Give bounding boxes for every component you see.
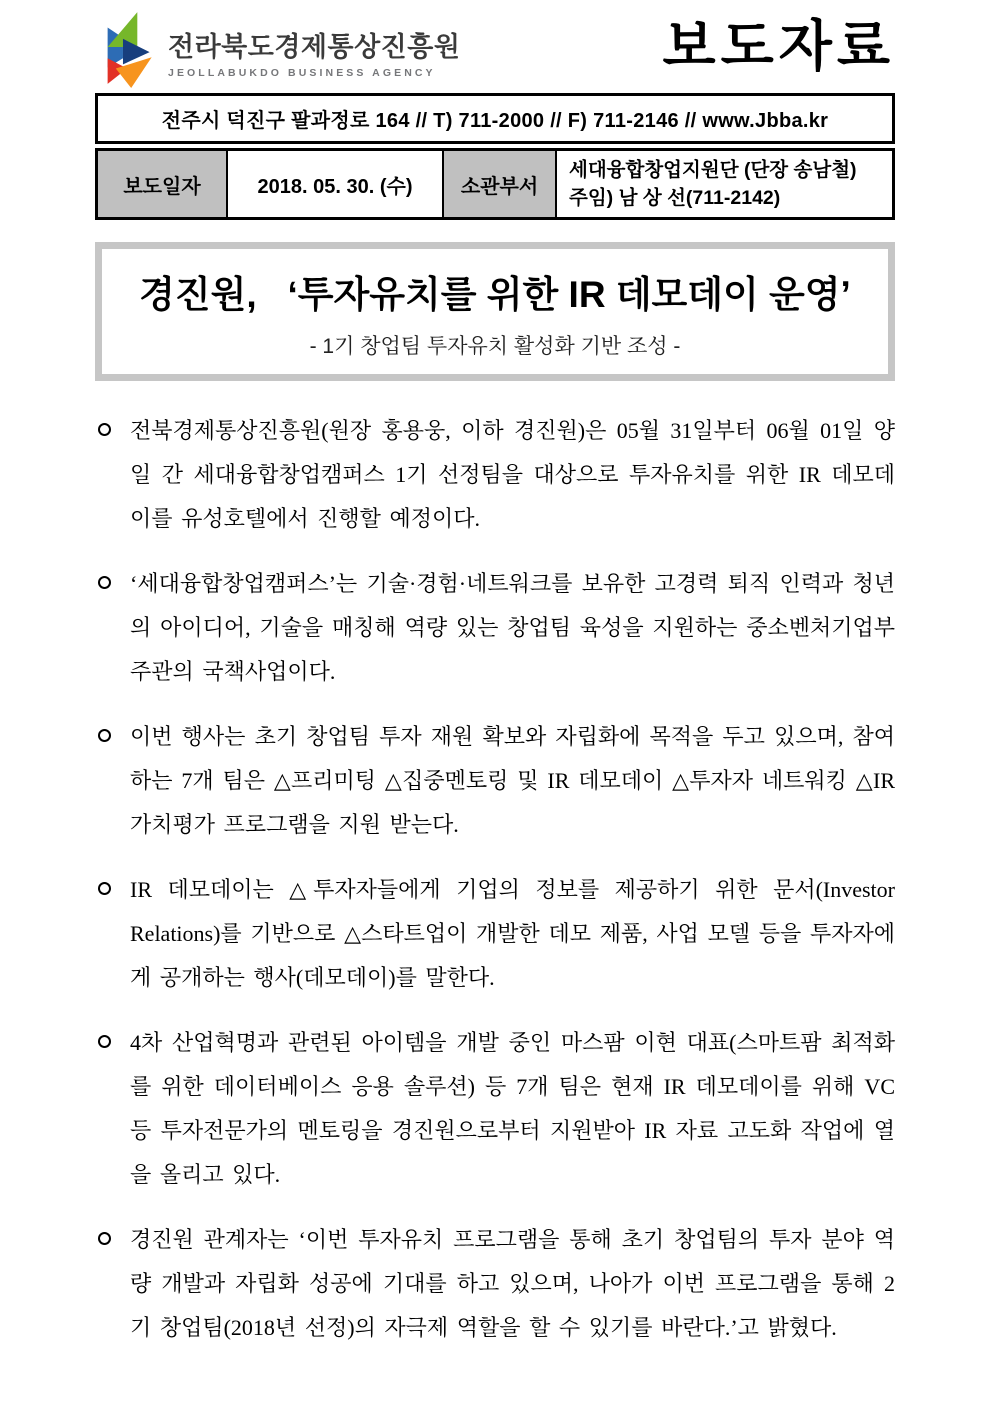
paragraph-4 xyxy=(95,868,895,1000)
press-title: 경진원, ‘투자유치를 위한 IR 데모데이 운영’ xyxy=(139,274,851,315)
agency-name-english: JEOLLABUKDO BUSINESS AGENCY xyxy=(168,67,436,79)
agency-name-korean: 전라북도경제통상진흥원 xyxy=(168,32,461,62)
department-label: 소관부서 xyxy=(444,151,557,217)
circle-bullet-icon xyxy=(98,882,111,895)
title-box xyxy=(95,242,895,381)
agency-brand xyxy=(87,5,460,89)
circle-bullet-icon xyxy=(98,423,111,436)
release-date-label: 보도일자 xyxy=(98,151,228,217)
document-type-title: 보도자료 xyxy=(662,15,895,77)
paragraph-1 xyxy=(95,409,895,541)
circle-bullet-icon xyxy=(98,729,111,742)
paragraph-2 xyxy=(95,562,895,694)
paragraph-text: IR 데모데이는 △투자자들에게 기업의 정보를 제공하기 위한 문서(Investor Relations)를 기반으로 △스타트업이 개발한 데모 제품, 사업 모델 등을 투자자에게 공개하는 행사(데모데이)를 말한다. xyxy=(130,877,895,990)
logo-shape-orange xyxy=(116,57,152,88)
contact-text: 전주시 덕진구 팔과정로 164 // T) 711-2000 // F) 711-2146 // www.Jbba.kr xyxy=(161,110,829,132)
paragraph-5 xyxy=(95,1021,895,1197)
paragraph-text: 경진원 관계자는 ‘이번 투자유치 프로그램을 통해 초기 창업팀의 투자 분야 역량 개발과 자립화 성공에 기대를 하고 있으며, 나아가 이번 프로그램을 통해 2기 창업팀(2018년 선정)의 자극제 역할을 할 수 있기를 바란다.’고 밝혔다. xyxy=(130,1227,895,1340)
circle-bullet-icon xyxy=(98,1232,111,1245)
department-line-2: 주임) 남 상 선(711-2142) xyxy=(569,187,781,209)
paragraph-text: 4차 산업혁명과 관련된 아이템을 개발 중인 마스팜 이현 대표(스마트팜 최적화를 위한 데이터베이스 응용 솔루션) 등 7개 팀은 현재 IR 데모데이를 위해 VC 등 투자전문가의 멘토링을 경진원으로부터 지원받아 IR 자료 고도화 작업에 열을 올리고 있다. xyxy=(130,1030,895,1187)
release-date-value: 2018. 05. 30. (수) xyxy=(228,151,444,217)
press-body xyxy=(95,409,895,1350)
circle-bullet-icon xyxy=(98,576,111,589)
paragraph-3 xyxy=(95,715,895,847)
paragraph-text: ‘세대융합창업캠퍼스’는 기술·경험·네트워크를 보유한 고경력 퇴직 인력과 청년의 아이디어, 기술을 매칭해 역량 있는 창업팀 육성을 지원하는 중소벤처기업부 주관의 국책사업이다. xyxy=(130,571,895,684)
agency-name-block xyxy=(168,15,460,79)
header xyxy=(95,5,895,93)
logo-shape-green xyxy=(108,12,138,47)
info-table xyxy=(95,148,895,220)
agency-logo-icon xyxy=(87,5,161,89)
paragraph-text: 이번 행사는 초기 창업팀 투자 재원 확보와 자립화에 목적을 두고 있으며, 참여하는 7개 팀은 △프리미팅 △집중멘토링 및 IR 데모데이 △투자자 네트워킹 △IR 가치평가 프로그램을 지원 받는다. xyxy=(130,724,895,837)
department-value xyxy=(557,151,892,217)
contact-bar xyxy=(95,93,895,144)
paragraph-6 xyxy=(95,1218,895,1350)
department-line-1: 세대융합창업지원단 (단장 송남철) xyxy=(569,159,857,181)
press-subtitle: - 1기 창업팀 투자유치 활성화 기반 조성 - xyxy=(309,335,681,358)
circle-bullet-icon xyxy=(98,1035,111,1048)
paragraph-text: 전북경제통상진흥원(원장 홍용웅, 이하 경진원)은 05월 31일부터 06월 01일 양일 간 세대융합창업캠퍼스 1기 선정팀을 대상으로 투자유치를 위한 IR 데모데이를 유성호텔에서 진행할 예정이다. xyxy=(130,418,895,531)
